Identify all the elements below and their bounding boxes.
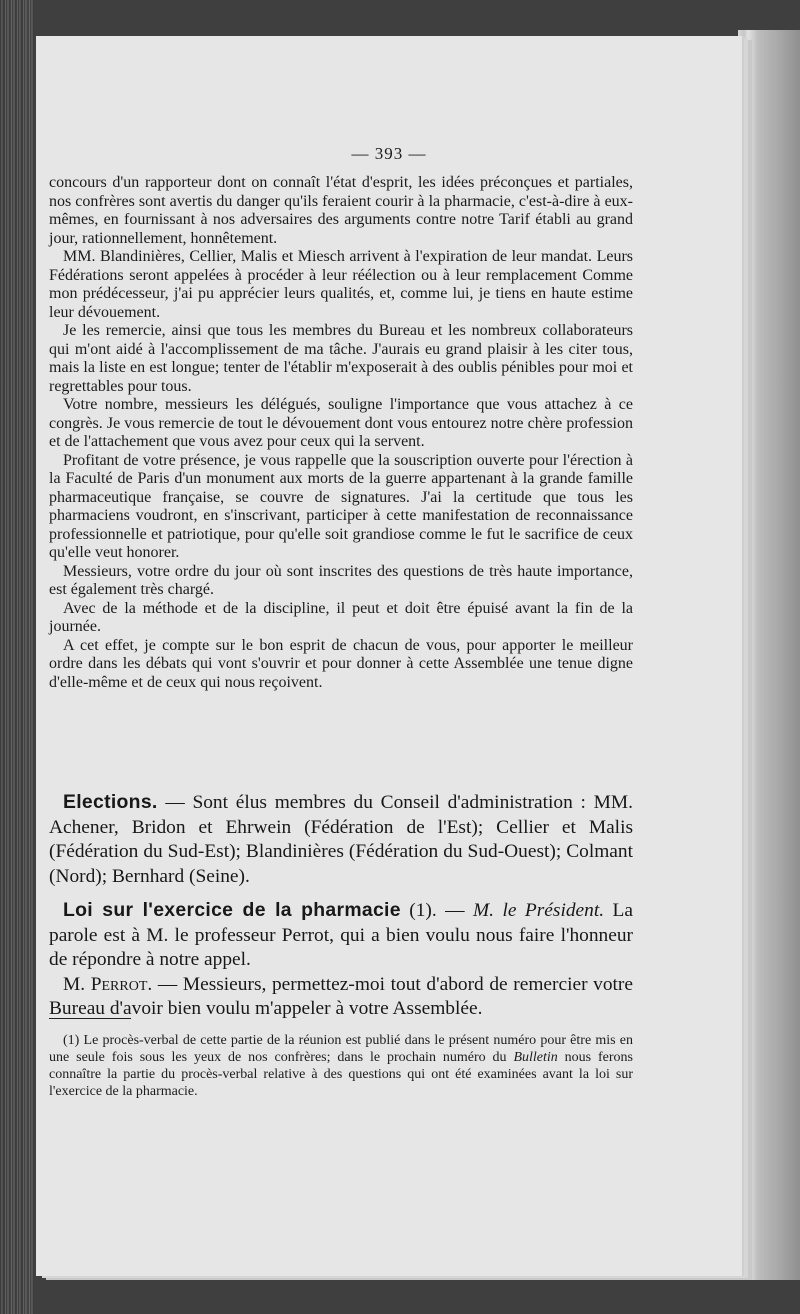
footnote-text-before: (1) Le procès-verbal de cette partie de la réunion est publié dans le présent numéro pour être mis en une seule fois sous les yeux de nos confrères; dans le prochain numéro du (49, 1033, 633, 1065)
previous-page-edge (0, 0, 34, 1314)
paragraph-mandat: MM. Blandinières, Cellier, Malis et Miesch arrivent à l'expiration de leur mandat. Leurs Fédérations seront appelées à procéder à leur réélection ou à leur remplacement Comme mon prédécesseur, j'ai pu apprécier leurs qualités, et, comme lui, je tiens en haute estime leur dévouement. (49, 248, 633, 321)
paragraph-rapporteur: concours d'un rapporteur dont on connaît l'état d'esprit, les idées préconçues et partiales, nos confrères sont avertis du danger qu'ils feraient courir à la pharmacie, c'est-à-dire à eux-mêmes, en fournissant à nos adversaires des arguments contre notre Tarif établi au grand jour, rationnellement, honnêtement. (49, 174, 633, 247)
speaker-perrot: M. Perrot. (63, 973, 153, 995)
paragraph-delegues: Votre nombre, messieurs les délégués, souligne l'importance que vous attachez à ce congrès. Je vous remercie de tout le dévouement dont vous entourez notre chère profession et de l'attachement que vous avez pour ceux qui la servent. (49, 396, 633, 450)
loi-text: La parole est à M. le professeur Perrot, qui a bien voulu nous faire l'honneur de répondre à notre appel. (49, 900, 633, 970)
loi-paragraph (49, 898, 633, 973)
president-label: M. le Président. (473, 900, 605, 921)
stacked-pages-edge (738, 30, 800, 1280)
paragraph-remerciements: Je les remercie, ainsi que tous les membres du Bureau et les nombreux collaborateurs qui m'ont aidé à l'accomplissement de ma tâche. J'aurais eu grand plaisir à les citer tous, mais la liste en est longue; tenter de l'établir m'exposerait à des oublis pénibles pour moi et regrettables pour tous. (49, 322, 633, 395)
elections-heading: Elections. (63, 791, 158, 813)
loi-heading: Loi sur l'exercice de la pharmacie (63, 899, 401, 921)
paragraph-bon-esprit: A cet effet, je compte sur le bon esprit de chacun de vous, pour apporter le meilleur ordre dans les débats qui vont s'ouvrir et pour donner à cette Assemblée une tenue digne d'elle-même et de ceux qui nous reçoivent. (49, 636, 633, 691)
footnote-paragraph (49, 1032, 633, 1100)
page-number: — 393 — (351, 144, 427, 163)
footnote-text-after: nous ferons connaître la partie du procès-verbal relative à des questions qui ont été examinées avant la loi sur l'exercice de la pharmacie. (49, 1050, 634, 1099)
paragraph-methode: Avec de la méthode et de la discipline, il peut et doit être épuisé avant la fin de la journée. (49, 599, 633, 635)
elections-paragraph (49, 790, 633, 889)
footnote-reference: (1). (400, 900, 437, 921)
footnote (49, 1032, 633, 1100)
footnote-bulletin: Bulletin (513, 1050, 558, 1065)
loi-dash: — (436, 900, 474, 921)
perrot-paragraph (49, 973, 633, 1022)
elections-text: — Sont élus membres du Conseil d'administration : MM. Achener, Bridon et Ehrwein (Fédération de l'Est); Cellier et Malis (Fédération du Sud-Est); Blandinières (Fédération du Sud-Ouest); Colmant (Nord); Bernhard (Seine). (49, 792, 633, 887)
proceedings-section (49, 790, 633, 1022)
paragraph-souscription: Profitant de votre présence, je vous rappelle que la souscription ouverte pour l'érection à la Faculté de Paris d'un monument aux morts de la guerre appartenant à la grande famille pharmaceutique française, se couvre de signatures. J'ai la certitude que tous les pharmaciens voudront, en s'inscrivant, participer à cette manifestation de reconnaissance professionnelle et patriotique, pour qu'elle soit grandiose comme le fut le sacrifice de ceux qu'elle veut honorer. (49, 451, 633, 561)
book-page (36, 36, 742, 1276)
perrot-text: — Messieurs, permettez-moi tout d'abord de remercier votre Bureau d'avoir bien voulu m'appeler à votre Assemblée. (49, 973, 633, 1019)
paragraph-ordre-du-jour: Messieurs, votre ordre du jour où sont inscrites des questions de très haute importance, est également très chargé. (49, 562, 633, 598)
footnote-rule (49, 1018, 131, 1019)
body-text (49, 174, 633, 692)
